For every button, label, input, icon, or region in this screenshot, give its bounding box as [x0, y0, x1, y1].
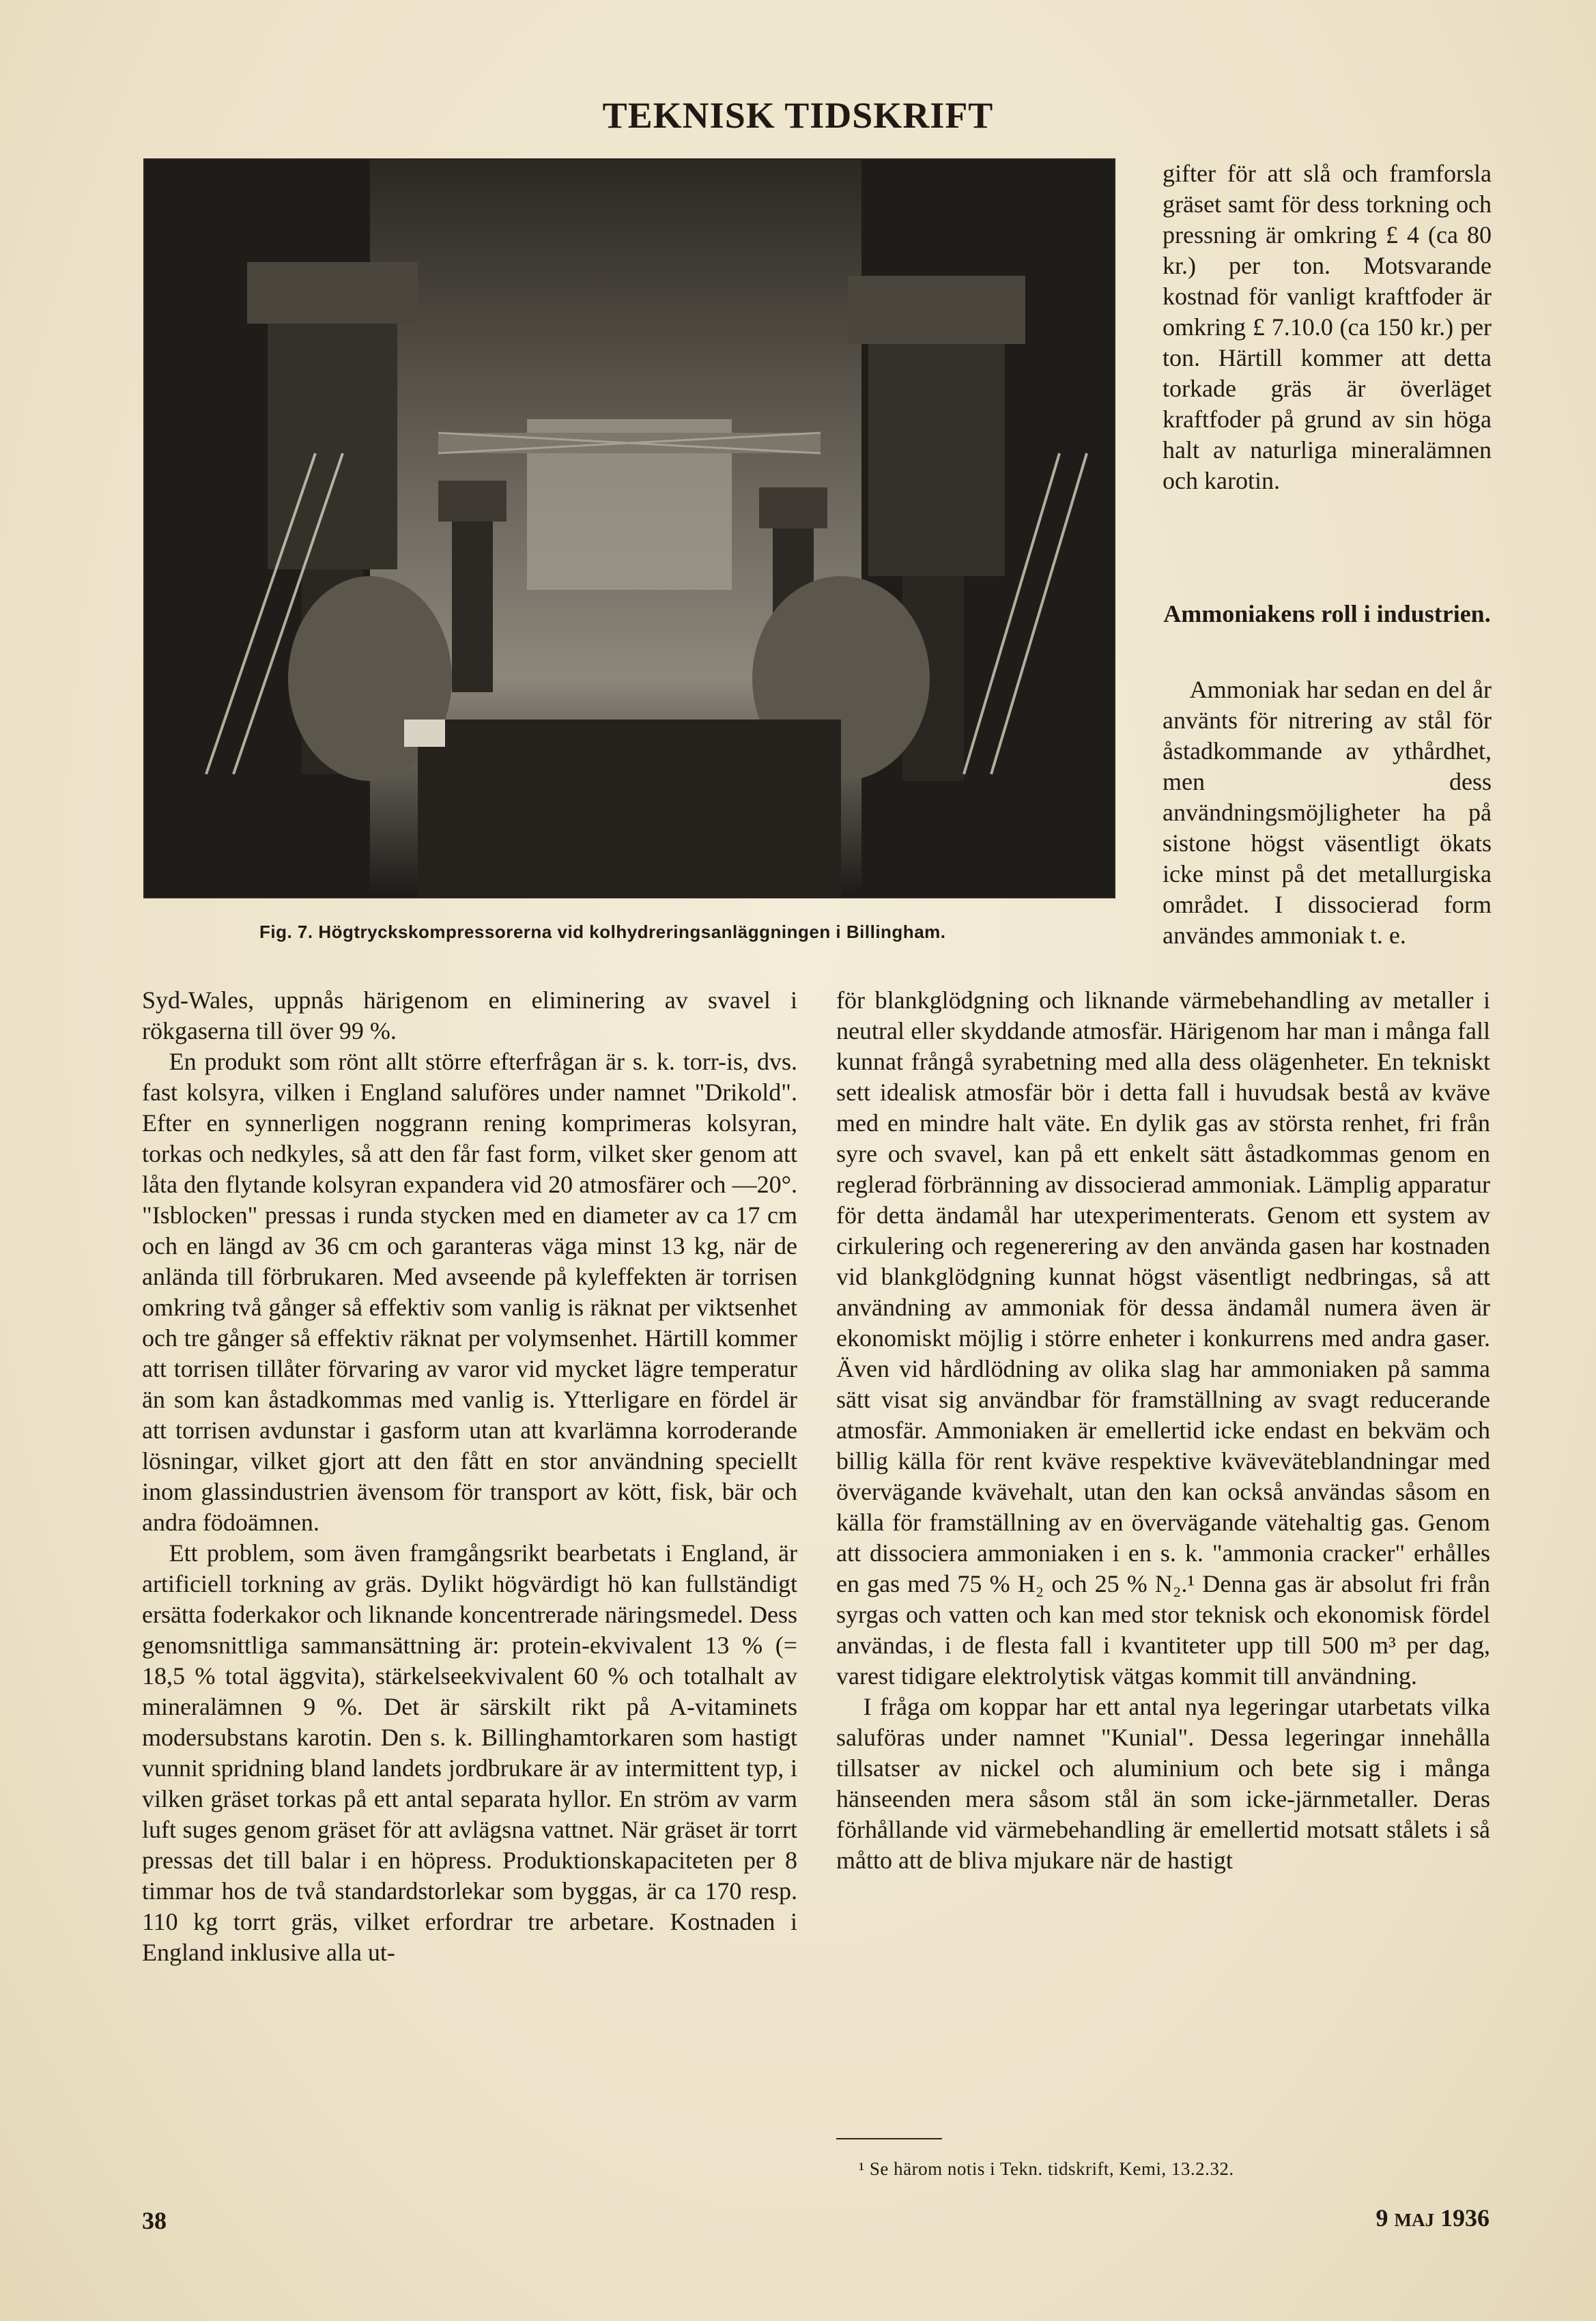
compressor-hall-photo	[143, 158, 1115, 898]
footnote: ¹ Se härom notis i Tekn. tidskrift, Kemi, 13.2.32.	[859, 2159, 1234, 2179]
issue-day: 9	[1376, 2204, 1388, 2232]
section-heading: Ammoniakens roll i industrien.	[1163, 600, 1491, 627]
issue-date	[1376, 2204, 1490, 2232]
issue-month: MAJ	[1394, 2210, 1434, 2230]
paragraph: Syd-Wales, uppnås härigenom en eliminering av svavel i rökgaserna till över 99 %.	[142, 986, 797, 1044]
paragraph: Ett problem, som även framgångsrikt bearbetats i England, är artificiell torkning av gräs. Dylikt högvärdigt hö kan fullständigt ersätta foderkakor och liknande koncentrerade näringsmedel. Dess genomsnittliga sammansättning är: protein-ekvivalent 13 % (= 18,5 % total äggvita), stärkelseekvivalent 60 % och totalhalt av mineralämnen 9 %. Det är särskilt rikt på A-vitaminets modersubstans karotin. Den s. k. Billinghamtorkaren som hastigt vunnit spridning bland landets jordbrukare är av intermittent typ, i vilken gräset torkas på ett antal separata hyllor. En ström av varm luft suges genom gräset för att avlägsna vattnet. När gräset är torrt pressas det till balar i en höpress. Produktionskapaciteten per 8 timmar hos de två standardstorlekar som byggas, är ca 170 resp. 110 kg torrt gräs, vilket erfordrar tre arbetare. Kostnaden i England inklusive alla ut-	[142, 1539, 797, 1966]
photo-illustration	[145, 160, 1114, 897]
paragraph: Ammoniak har sedan en del år använts för nitrering av stål för åstadkommande av ythårdhet, men dess användningsmöjligheter ha på sistone högst väsentligt ökats icke minst på det metallurgiska området. I dissocierad form användes ammoniak t. e.	[1163, 676, 1492, 949]
footnote-divider	[836, 2138, 942, 2139]
right-column-mid	[1163, 674, 1492, 951]
paragraph: I fråga om koppar har ett antal nya legeringar utarbetats vilka saluföras under namnet "Kunial". Dessa legeringar innehålla tillsatser av nickel och aluminium och bete sig i många hänseenden mera såsom stål än som icke-järnmetaller. Deras förhållande vid värmebehandling är emellertid motsatt stålets i så måtto att de bliva mjukare när de hastigt	[836, 1693, 1490, 1874]
figure-caption: Fig. 7. Högtryckskompressorerna vid kolhydreringsanläggningen i Billingham.	[259, 922, 946, 942]
page-number: 38	[142, 2207, 167, 2234]
journal-masthead: TEKNISK TIDSKRIFT	[602, 95, 994, 136]
issue-year: 1936	[1440, 2204, 1490, 2232]
paragraph: En produkt som rönt allt större efterfrågan är s. k. torr-is, dvs. fast kolsyra, vilken i England saluföres under namnet "Drikold". Efter en synnerligen noggrann rening komprimeras kolsyran, torkas och nedkyles, så att den får fast form, vilket sker genom att låta den flytande kolsyran expandera vid 20 atmosfärer och —20°. "Isblocken" pressas i runda stycken med en diameter av ca 17 cm och en längd av 36 cm och garanteras väga minst 13 kg, när de anlända till förbrukaren. Med avseende på kyleffekten är torrisen omkring två gånger så effektiv som vanlig is räknat per viktsenhet och tre gånger så effektiv räknat per volymsenhet. Härtill kommer att torrisen tillåter förvaring av varor vid mycket lägre temperatur än som kan åstadkommas med vanlig is. Ytterligare en fördel är att torrisen avdunstar i gasform utan att kvarlämna korroderande lösningar, vilket gjort att den fått en stor användning speciellt inom glassindustrien ävensom för transport av kött, fisk, bär och andra födoämnen.	[142, 1048, 797, 1536]
paragraph: för blankglödgning och liknande värmebehandling av metaller i neutral eller skyddande atmosfär. Härigenom har man i många fall kunnat frångå syrabetning med alla dess olägenheter. En tekniskt sett idealisk atmosfär bör i detta fall i huvudsak bestå av kväve med en mindre halt väte. En dylik gas av största renhet, fri från syre och svavel, kan på ett enkelt sätt åstadkommas genom en reglerad förbränning av dissocierad ammoniak. Lämplig apparatur för detta ändamål har utexperimenterats. Genom ett system av cirkulering och regenerering av den använda gasen har kostnaden vid blankglödgning kunnat högst väsentligt nedbringas, så att användning av ammoniak för dessa ändamål numera även är ekonomiskt möjlig i större enheter i konkurrens med andra gaser. Även vid hårdlödning av olika slag har ammoniaken på samma sätt visat sig användbar för framställning av svagt reducerande atmosfär. Ammoniaken är emellertid icke endast en bekväm och billig källa för rent kväve respektive kvävevätеblandningar med övervägande kvävehalt, utan den kan också användas såsom en källa för framställning av en övervägande vätehaltig gas. Genom att dissociera ammoniaken i en s. k. "ammonia cracker" erhålles en gas med 75 % H₂ och 25 % N₂.¹ Denna gas är absolut fri från syrgas och vatten och kan med stor teknisk och ekonomisk fördel användas, i de flesta fall i kvantiteter upp till 500 m³ per dag, varest tidigare elektrolytisk vätgas kommit till användning.	[836, 986, 1490, 1690]
right-column-bottom	[836, 985, 1490, 1876]
left-column	[142, 985, 797, 1968]
right-column-top	[1163, 158, 1492, 496]
paragraph: gifter för att slå och framforsla gräset samt för dess torkning och pressning är omkring £ 4 (ca 80 kr.) per ton. Motsvarande kostnad för vanligt kraftfoder är omkring £ 7.10.0 (ca 150 kr.) per ton. Härtill kommer att detta torkade gräs är överläget kraftfoder på grund av sin höga halt av naturliga mineralämnen och karotin.	[1163, 160, 1492, 494]
